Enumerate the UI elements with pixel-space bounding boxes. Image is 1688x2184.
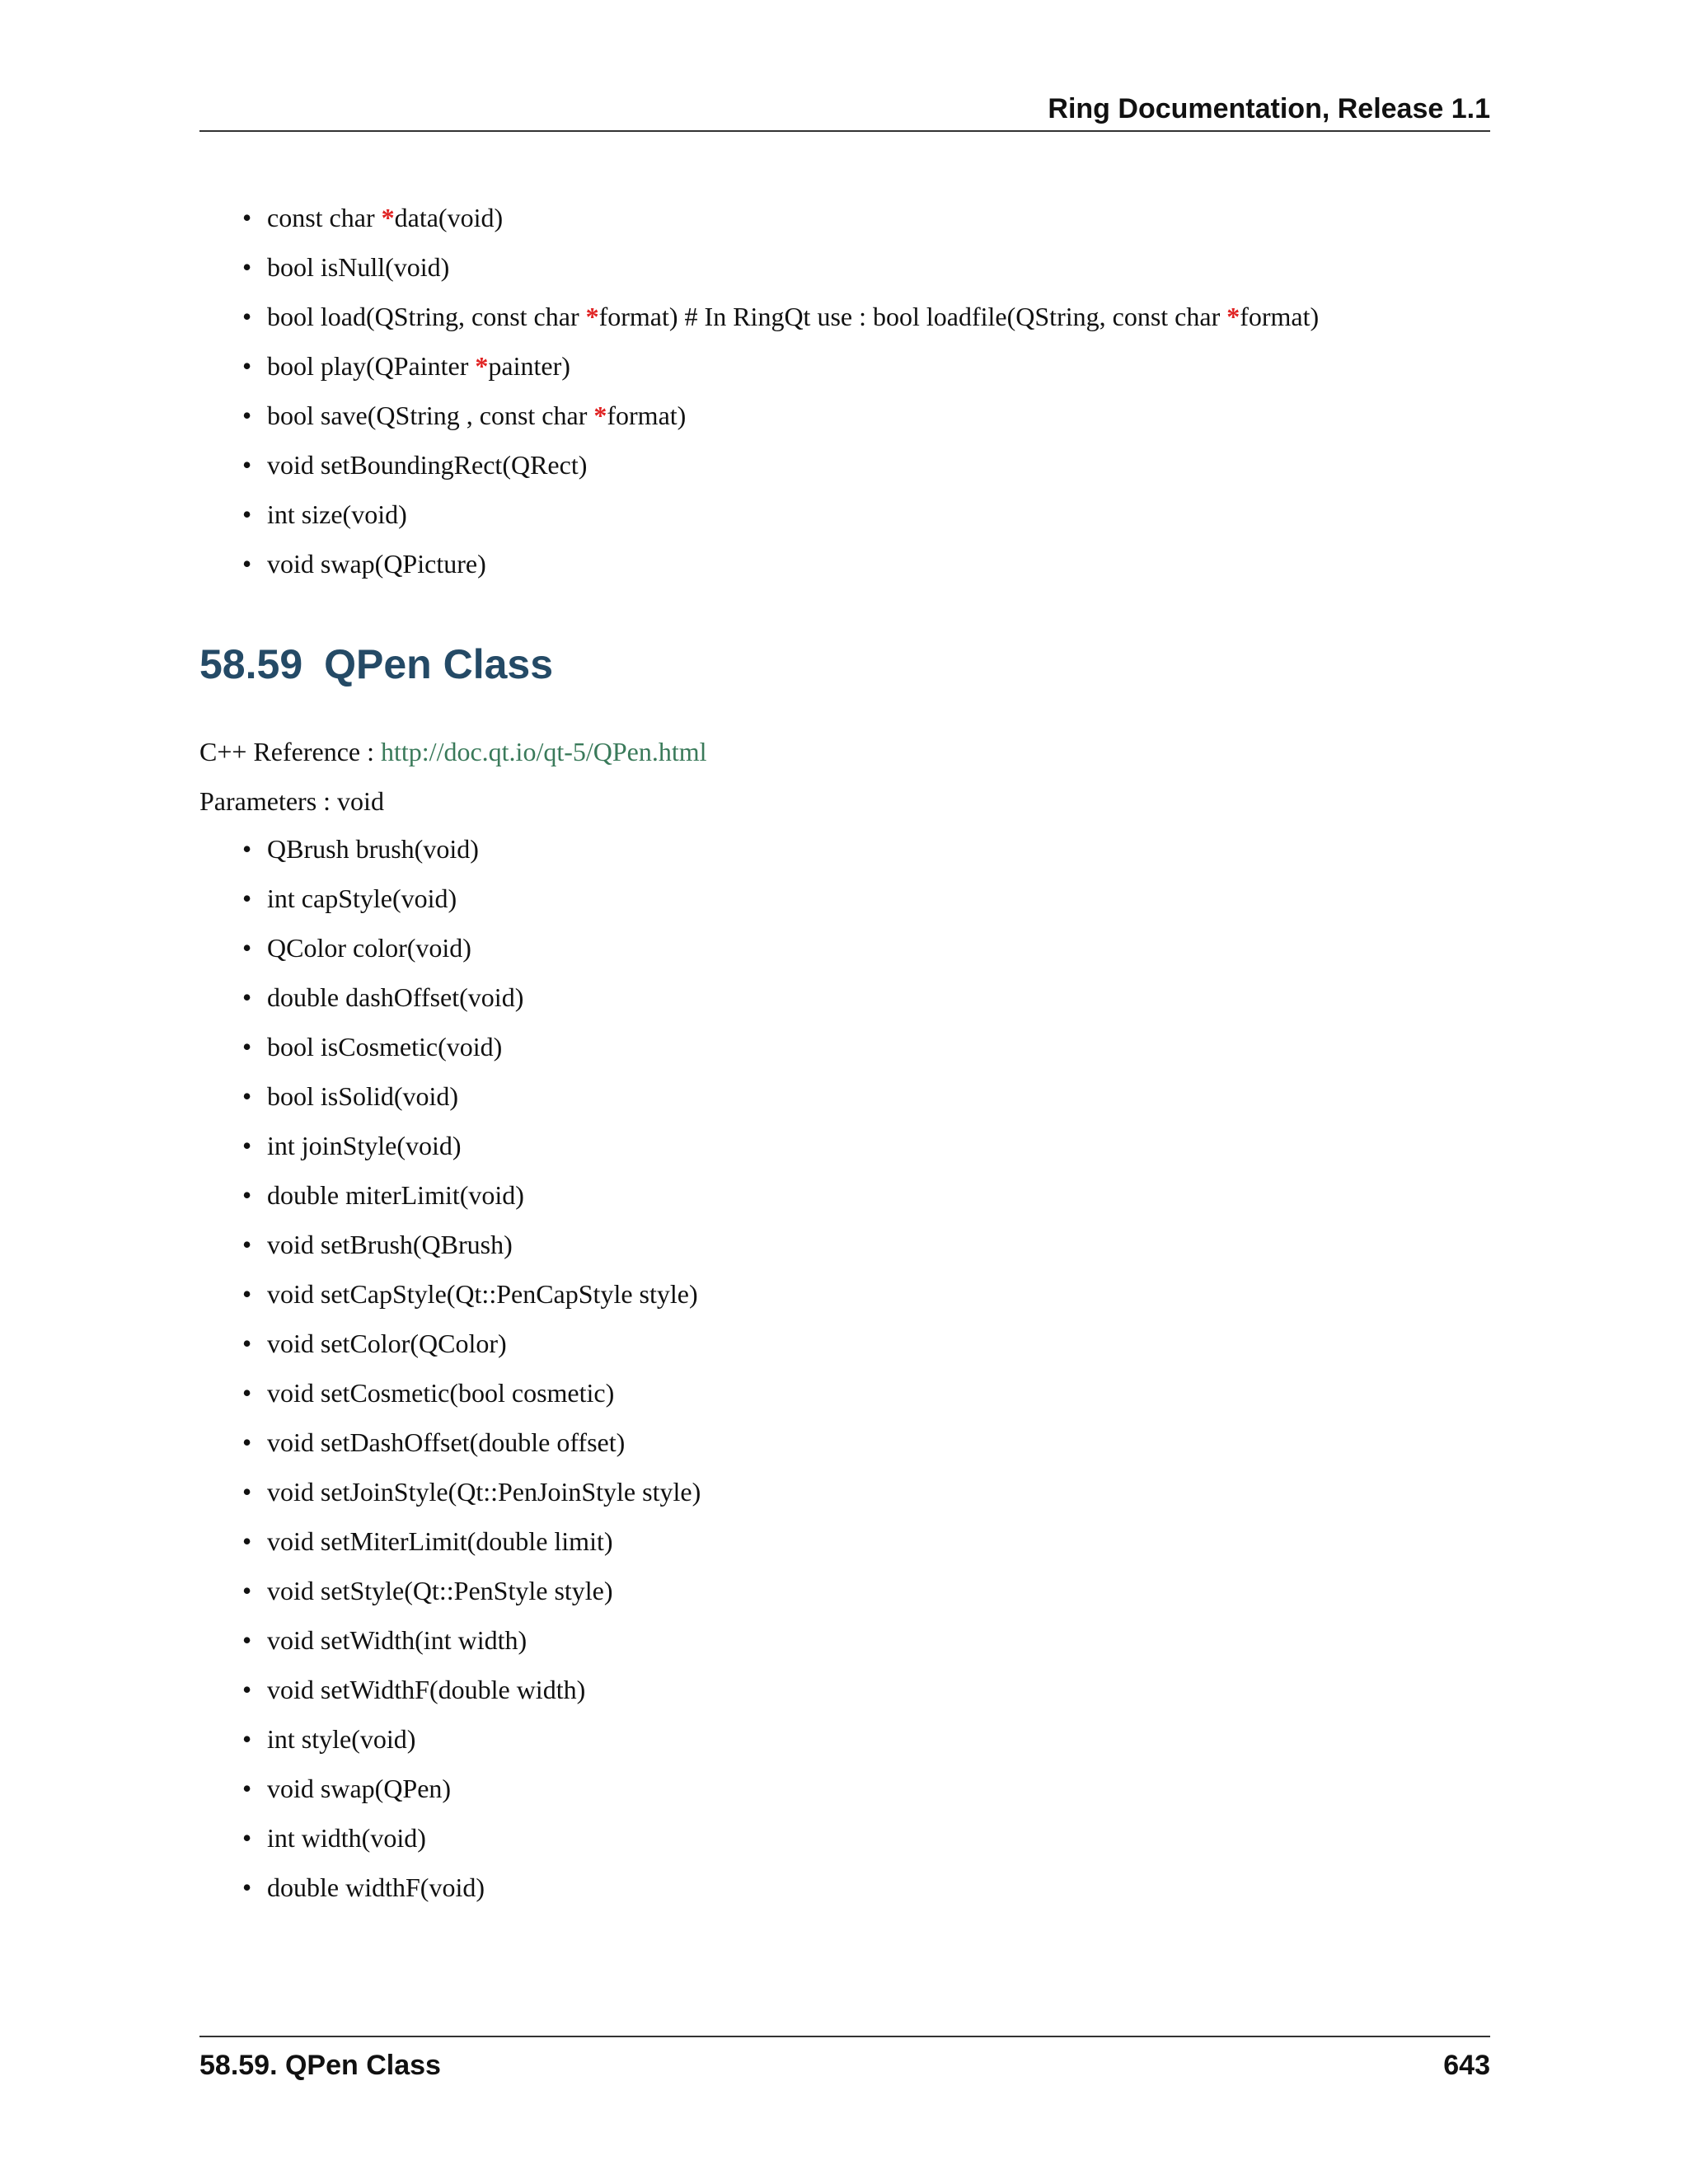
item-text: bool isSolid(void)	[267, 1081, 459, 1111]
pointer-asterisk: *	[475, 351, 489, 381]
list-item	[242, 930, 1479, 979]
item-text-part: painter)	[488, 351, 570, 381]
list-item	[242, 1029, 1479, 1078]
list-item	[242, 1820, 1479, 1869]
bullet-icon: •	[242, 933, 252, 963]
item-text-part: const char	[267, 203, 382, 232]
bullet-icon: •	[242, 302, 252, 331]
bullet-icon: •	[242, 1329, 252, 1358]
list-item	[242, 1721, 1479, 1770]
item-text: double miterLimit(void)	[267, 1180, 524, 1210]
list-item	[242, 979, 1479, 1029]
reference-label: C++ Reference :	[199, 737, 381, 766]
list-item	[242, 1325, 1479, 1375]
bullet-icon: •	[242, 1724, 252, 1754]
item-text: void setBoundingRect(QRect)	[267, 450, 588, 480]
list-item	[242, 1770, 1479, 1820]
item-text: void swap(QPen)	[267, 1774, 452, 1803]
bullet-icon: •	[242, 834, 252, 864]
bullet-icon: •	[242, 1427, 252, 1457]
item-text: int width(void)	[267, 1823, 426, 1853]
bullet-icon: •	[242, 1576, 252, 1605]
section-heading	[199, 640, 553, 689]
bullet-icon: •	[242, 1180, 252, 1210]
bullet-icon: •	[242, 1823, 252, 1853]
page-number: 643	[1443, 2050, 1490, 2081]
method-list-qpicture	[242, 199, 1479, 595]
bullet-icon: •	[242, 982, 252, 1012]
list-item	[242, 1671, 1479, 1721]
item-text: void setColor(QColor)	[267, 1329, 507, 1358]
list-item	[242, 1572, 1479, 1622]
list-item	[242, 1474, 1479, 1523]
item-text-part: data(void)	[394, 203, 504, 232]
bullet-icon: •	[242, 203, 252, 232]
list-item	[242, 496, 1479, 546]
page-footer	[199, 2036, 1490, 2087]
pointer-asterisk: *	[381, 203, 395, 232]
item-text: int style(void)	[267, 1724, 416, 1754]
cpp-reference-line	[199, 733, 707, 770]
method-list-qpen	[242, 831, 1479, 1919]
list-item	[242, 831, 1479, 880]
item-text-part: bool play(QPainter	[267, 351, 476, 381]
bullet-icon: •	[242, 1230, 252, 1259]
pointer-asterisk: *	[593, 401, 607, 430]
bullet-icon: •	[242, 252, 252, 282]
item-text: double widthF(void)	[267, 1872, 485, 1902]
bullet-icon: •	[242, 401, 252, 430]
item-text: QBrush brush(void)	[267, 834, 479, 864]
item-text: void setCapStyle(Qt::PenCapStyle style)	[267, 1279, 698, 1309]
bullet-icon: •	[242, 1279, 252, 1309]
item-text: void setWidth(int width)	[267, 1625, 528, 1655]
page-header	[199, 92, 1490, 132]
item-text: void setBrush(QBrush)	[267, 1230, 513, 1259]
item-text: double dashOffset(void)	[267, 982, 524, 1012]
item-text: void setCosmetic(bool cosmetic)	[267, 1378, 615, 1408]
item-text: void setDashOffset(double offset)	[267, 1427, 626, 1457]
list-item	[242, 447, 1479, 496]
list-item	[242, 1078, 1479, 1127]
bullet-icon: •	[242, 549, 252, 579]
item-text-part: bool save(QString , const char	[267, 401, 594, 430]
bullet-icon: •	[242, 1378, 252, 1408]
item-text-part: format) # In RingQt use : bool loadfile(QString, const char	[598, 302, 1227, 331]
list-item	[242, 546, 1479, 595]
list-item	[242, 1523, 1479, 1572]
bullet-icon: •	[242, 499, 252, 529]
bullet-icon: •	[242, 1131, 252, 1160]
pointer-asterisk: *	[1226, 302, 1240, 331]
item-text: bool isNull(void)	[267, 252, 450, 282]
bullet-icon: •	[242, 1526, 252, 1556]
bullet-icon: •	[242, 1477, 252, 1507]
document-title: Ring Documentation, Release 1.1	[1048, 93, 1490, 124]
bullet-icon: •	[242, 1675, 252, 1704]
bullet-icon: •	[242, 883, 252, 913]
bullet-icon: •	[242, 1032, 252, 1062]
list-item	[242, 348, 1479, 397]
bullet-icon: •	[242, 351, 252, 381]
bullet-icon: •	[242, 1625, 252, 1655]
list-item	[242, 397, 1479, 447]
list-item	[242, 1276, 1479, 1325]
item-text-part: format)	[607, 401, 687, 430]
list-item	[242, 1226, 1479, 1276]
list-item	[242, 1869, 1479, 1919]
list-item	[242, 1424, 1479, 1474]
list-item	[242, 880, 1479, 930]
item-text-part: format)	[1240, 302, 1320, 331]
bullet-icon: •	[242, 1081, 252, 1111]
item-text: int joinStyle(void)	[267, 1131, 462, 1160]
section-title-text: QPen Class	[324, 641, 554, 687]
item-text: void swap(QPicture)	[267, 549, 486, 579]
bullet-icon: •	[242, 1774, 252, 1803]
item-text-part: bool load(QString, const char	[267, 302, 586, 331]
bullet-icon: •	[242, 1872, 252, 1902]
item-text: int size(void)	[267, 499, 407, 529]
list-item	[242, 1127, 1479, 1177]
pointer-asterisk: *	[585, 302, 599, 331]
item-text: int capStyle(void)	[267, 883, 457, 913]
item-text: void setWidthF(double width)	[267, 1675, 586, 1704]
footer-section: 58.59. QPen Class	[199, 2050, 441, 2081]
bullet-icon: •	[242, 450, 252, 480]
item-text: void setJoinStyle(Qt::PenJoinStyle style)	[267, 1477, 701, 1507]
item-text: void setMiterLimit(double limit)	[267, 1526, 613, 1556]
section-number: 58.59	[199, 641, 303, 687]
list-item	[242, 249, 1479, 298]
list-item	[242, 199, 1479, 249]
list-item	[242, 1177, 1479, 1226]
list-item	[242, 1622, 1479, 1671]
item-text: void setStyle(Qt::PenStyle style)	[267, 1576, 613, 1605]
parameters-line: Parameters : void	[199, 786, 384, 816]
reference-link[interactable]: http://doc.qt.io/qt-5/QPen.html	[381, 737, 707, 766]
item-text: QColor color(void)	[267, 933, 471, 963]
item-text: bool isCosmetic(void)	[267, 1032, 503, 1062]
list-item	[242, 1375, 1479, 1424]
list-item	[242, 298, 1479, 348]
